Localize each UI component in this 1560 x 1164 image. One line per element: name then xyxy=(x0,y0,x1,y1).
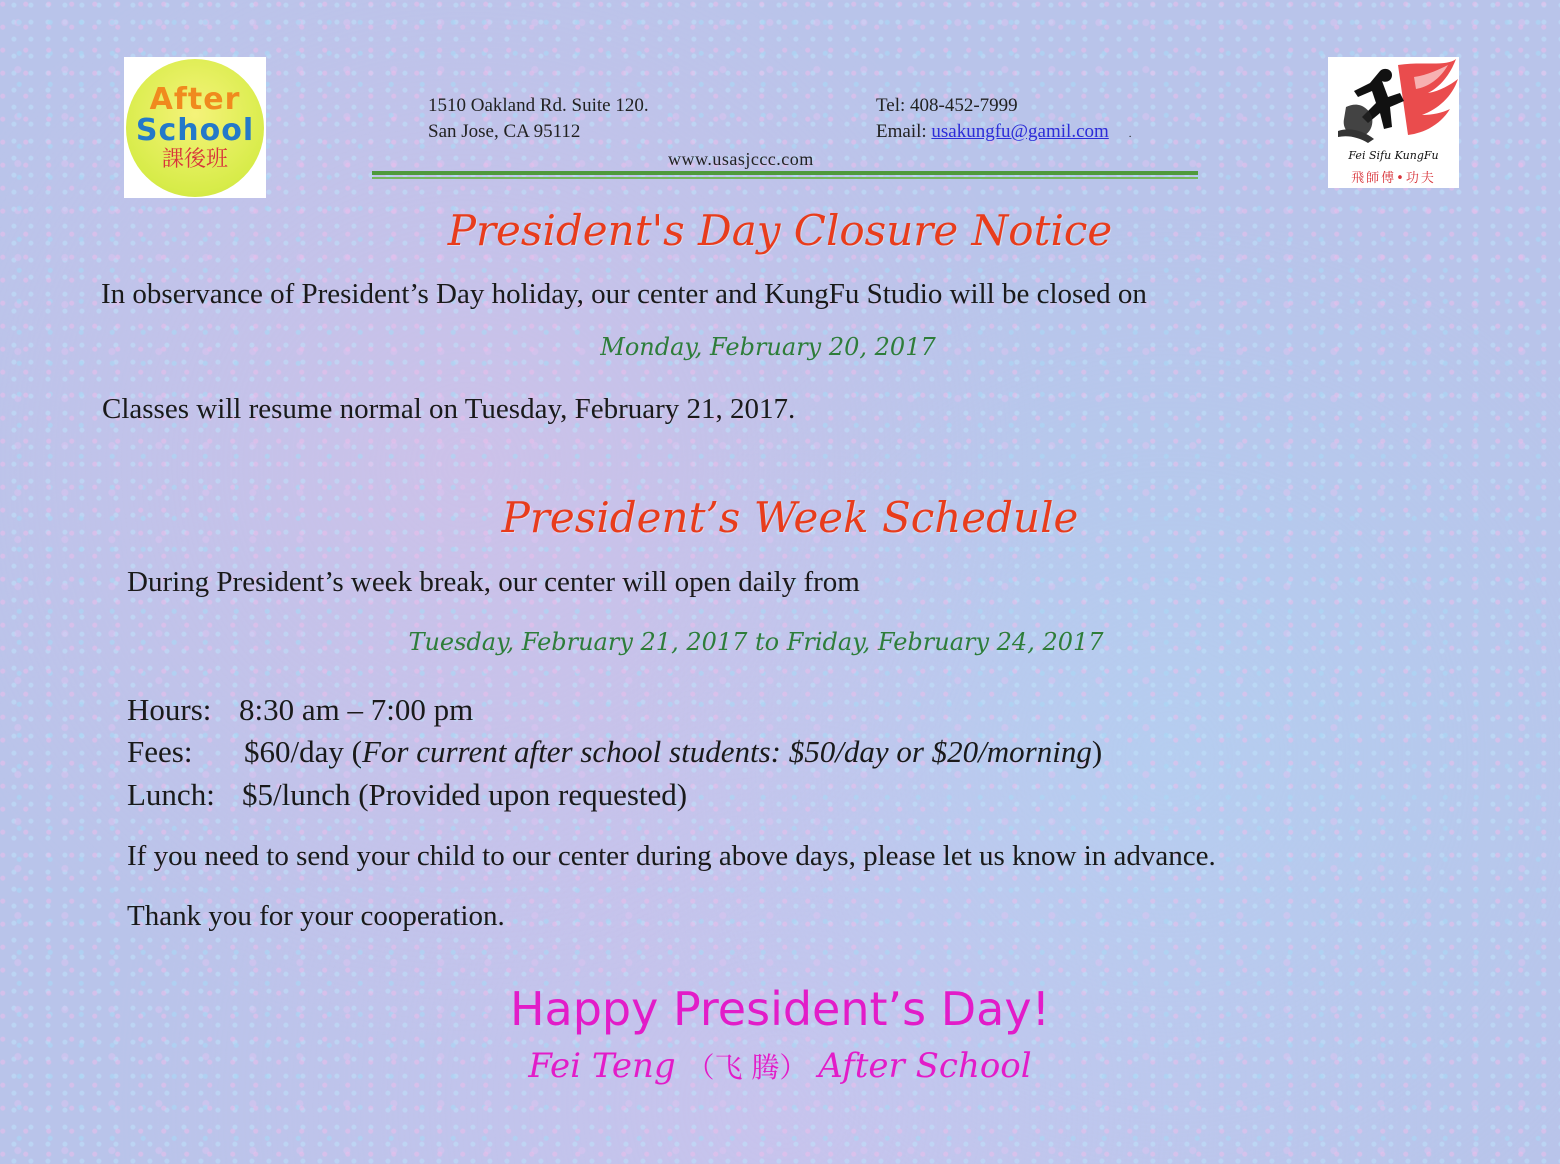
thank-you: Thank you for your cooperation. xyxy=(127,900,505,932)
schedule-dates: Tuesday, February 21, 2017 to Friday, February 24, 2017 xyxy=(408,628,1104,656)
fees-value: $60/day ( xyxy=(244,734,362,769)
email-suffix: . xyxy=(1128,128,1132,140)
hours-line xyxy=(127,692,473,728)
telephone: Tel: 408-452-7999 xyxy=(876,95,1018,116)
header-divider-shadow xyxy=(372,177,1198,179)
header-divider xyxy=(372,171,1198,175)
closure-intro: In observance of President’s Day holiday, our center and KungFu Studio will be closed on xyxy=(101,278,1147,310)
fees-label: Fees: xyxy=(127,734,193,769)
after-school-logo-badge xyxy=(126,59,264,197)
fees-note: For current after school students: $50/day or $20/morning xyxy=(361,734,1092,769)
kungfu-logo xyxy=(1328,57,1459,188)
signoff-chinese: （飞 腾） xyxy=(686,1051,808,1084)
fees-close: ) xyxy=(1091,734,1103,769)
advance-notice: If you need to send your child to our center during above days, please let us know in advance. xyxy=(127,840,1216,872)
website: www.usasjccc.com xyxy=(668,149,814,169)
address-block xyxy=(428,93,649,145)
closure-date: Monday, February 20, 2017 xyxy=(600,333,936,361)
kungfu-logo-caption: Fei Sifu KungFu xyxy=(1348,149,1439,162)
lunch-label: Lunch: xyxy=(127,777,215,812)
after-school-logo xyxy=(124,57,266,198)
kungfu-logo-chinese: 飛師傅•功夫 xyxy=(1351,171,1436,186)
signoff xyxy=(0,1046,1560,1086)
hours-label: Hours: xyxy=(127,692,212,727)
logo-chinese-text: 課後班 xyxy=(161,146,228,172)
logo-after-text: After xyxy=(149,81,241,117)
fees-line xyxy=(127,734,1102,770)
logo-school-text: School xyxy=(135,112,255,148)
lunch-value: $5/lunch (Provided upon requested) xyxy=(242,777,688,812)
hours-value: 8:30 am – 7:00 pm xyxy=(239,692,474,727)
resume-notice: Classes will resume normal on Tuesday, February 21, 2017. xyxy=(102,393,796,425)
email-label: Email: xyxy=(876,121,932,142)
address-line-2: San Jose, CA 95112 xyxy=(428,121,581,142)
schedule-intro: During President’s week break, our center will open daily from xyxy=(127,566,860,598)
signoff-school: After School xyxy=(818,1046,1032,1086)
email-line xyxy=(876,119,1132,147)
email-link[interactable]: usakungfu@gamil.com xyxy=(931,121,1109,142)
schedule-title: President’s Week Schedule xyxy=(501,493,1079,542)
signoff-name: Fei Teng xyxy=(528,1046,676,1086)
address-line-1: 1510 Oakland Rd. Suite 120. xyxy=(428,95,649,116)
greeting: Happy President’s Day! xyxy=(509,982,1051,1036)
lunch-line xyxy=(127,777,687,813)
contact-block xyxy=(876,93,1132,147)
closure-title: President's Day Closure Notice xyxy=(447,206,1113,255)
